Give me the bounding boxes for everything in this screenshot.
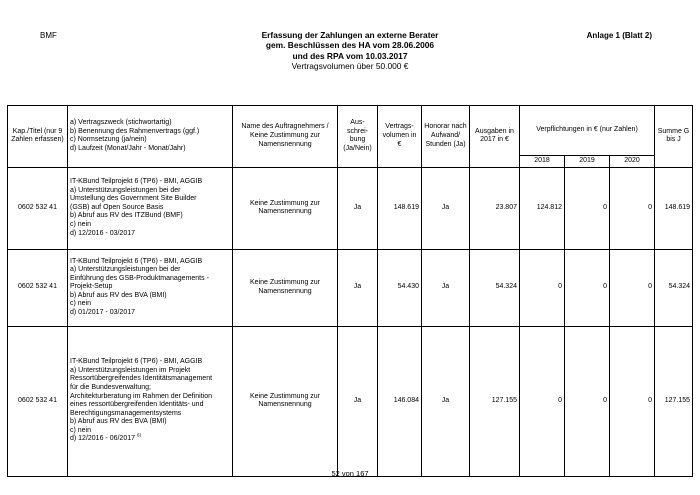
document-title bbox=[0, 30, 700, 72]
header-desc-a: a) Vertragszweck (stichwortartig) bbox=[70, 119, 172, 127]
desc-line: Ressortübergreifendes Identitätsmanagement bbox=[70, 375, 213, 383]
header-summe: Summe G bis J bbox=[655, 106, 693, 168]
cell-contractor-name: Keine Zustimmung zur Namensnennung bbox=[233, 249, 338, 326]
desc-line: b) Abruf aus RV des BVA (BMI) bbox=[70, 291, 167, 299]
header-year-2019: 2019 bbox=[565, 156, 610, 168]
cell-ausgaben-2017: 127.155 bbox=[470, 326, 520, 476]
desc-line: Architekturberatung im Rahmen der Definition bbox=[70, 392, 213, 400]
desc-line: IT-KBund Teilprojekt 6 (TP6) - BMI, AGGIB bbox=[70, 178, 203, 186]
header-ausgaben-2017: Ausgaben in 2017 in € bbox=[470, 106, 520, 168]
page-number: 52 von 167 bbox=[331, 469, 369, 478]
header-desc-d: d) Laufzeit (Monat/Jahr - Monat/Jahr) bbox=[70, 144, 186, 152]
desc-line: eines ressortübergreifenden Identitäts- und bbox=[70, 401, 204, 409]
ministry-label: BMF bbox=[40, 31, 57, 40]
cell-summe: 148.619 bbox=[655, 167, 693, 249]
desc-line: Berechtigungsmanagementsystems bbox=[70, 409, 182, 417]
desc-line: c) nein bbox=[70, 220, 92, 228]
cell-2019: 0 bbox=[565, 249, 610, 326]
desc-line bbox=[70, 435, 230, 444]
cell-vertragsvolumen: 54.430 bbox=[378, 249, 422, 326]
table-row bbox=[8, 249, 693, 326]
desc-line: a) Unterstützungsleistungen bei der bbox=[70, 186, 181, 194]
cell-ausgaben-2017: 23.807 bbox=[470, 167, 520, 249]
desc-line: a) Unterstützungsleistungen bei der bbox=[70, 266, 181, 274]
annex-label: Anlage 1 (Blatt 2) bbox=[586, 31, 652, 40]
desc-line: b) Abruf aus RV des BVA (BMI) bbox=[70, 418, 167, 426]
header-ausschreibung: Aus-schrei-bung (Ja/Nein) bbox=[338, 106, 378, 168]
cell-honorar: Ja bbox=[422, 167, 470, 249]
header-vertragsvolumen: Vertrags-volumen in € bbox=[378, 106, 422, 168]
cell-description bbox=[68, 249, 233, 326]
header-verpflichtungen: Verpflichtungen in € (nur Zahlen) bbox=[520, 106, 655, 156]
header-desc-c: c) Normsetzung (ja/nein) bbox=[70, 136, 147, 144]
desc-line: Projekt-Setup bbox=[70, 283, 113, 291]
cell-contractor-name: Keine Zustimmung zur Namensnennung bbox=[233, 326, 338, 476]
header-year-2018: 2018 bbox=[520, 156, 565, 168]
cell-honorar: Ja bbox=[422, 249, 470, 326]
cell-ausschreibung: Ja bbox=[338, 249, 378, 326]
cell-vertragsvolumen: 148.619 bbox=[378, 167, 422, 249]
cell-ausgaben-2017: 54.324 bbox=[470, 249, 520, 326]
cell-ausschreibung: Ja bbox=[338, 167, 378, 249]
header-kap-titel: Kap./Titel (nur 9 Zahlen erfassen) bbox=[8, 106, 68, 168]
cell-kap: 0602 532 41 bbox=[8, 326, 68, 476]
cell-summe: 54.324 bbox=[655, 249, 693, 326]
header-honorar: Honorar nach Aufwand/ Stunden (Ja) bbox=[422, 106, 470, 168]
desc-line: (GSB) auf Open Source Basis bbox=[70, 203, 164, 211]
header-desc-b: b) Benennung des Rahmenvertrags (ggf.) bbox=[70, 127, 200, 135]
footnote-marker: 6) bbox=[136, 433, 141, 439]
title-subtitle: Vertragsvolumen über 50.000 € bbox=[291, 61, 409, 72]
cell-vertragsvolumen: 146.084 bbox=[378, 326, 422, 476]
title-line-3: und des RPA vom 10.03.2017 bbox=[292, 50, 408, 61]
title-line-2: gem. Beschlüssen des HA vom 28.06.2006 bbox=[265, 40, 435, 51]
cell-2020: 0 bbox=[610, 167, 655, 249]
table-header bbox=[8, 106, 693, 168]
desc-line: a) Unterstützungsleistungen im Projekt bbox=[70, 366, 191, 374]
desc-line: IT-KBund Teilprojekt 6 (TP6) - BMI, AGGIB bbox=[70, 358, 203, 366]
header-year-2020: 2020 bbox=[610, 156, 655, 168]
cell-kap: 0602 532 41 bbox=[8, 249, 68, 326]
cell-description bbox=[68, 167, 233, 249]
desc-line: IT-KBund Teilprojekt 6 (TP6) - BMI, AGGIB bbox=[70, 257, 203, 265]
cell-2019: 0 bbox=[565, 167, 610, 249]
desc-line: Umstellung des Government Site Builder bbox=[70, 195, 197, 203]
table-row bbox=[8, 326, 693, 476]
table-row bbox=[8, 167, 693, 249]
cell-kap: 0602 532 41 bbox=[8, 167, 68, 249]
header-contractor-name: Name des Auftragnehmers / Keine Zustimmung zur Namensnennung bbox=[233, 106, 338, 168]
cell-2018: 0 bbox=[520, 249, 565, 326]
desc-line: d) 12/2016 - 03/2017 bbox=[70, 229, 135, 237]
desc-line: d) 01/2017 - 03/2017 bbox=[70, 309, 135, 317]
payments-table bbox=[7, 105, 693, 477]
cell-2018: 0 bbox=[520, 326, 565, 476]
cell-summe: 127.155 bbox=[655, 326, 693, 476]
desc-line: Einführung des GSB-Produktmanagements - bbox=[70, 274, 209, 282]
desc-line: b) Abruf aus RV des ITZBund (BMF) bbox=[70, 212, 183, 220]
title-line-1: Erfassung der Zahlungen an externe Berater bbox=[261, 30, 439, 40]
desc-line-text: d) 12/2016 - 06/2017 bbox=[70, 435, 135, 443]
cell-2020: 0 bbox=[610, 249, 655, 326]
desc-line: c) nein bbox=[70, 426, 92, 434]
desc-line: c) nein bbox=[70, 300, 92, 308]
desc-line: für die Bundesverwaltung; bbox=[70, 383, 151, 391]
cell-contractor-name: Keine Zustimmung zur Namensnennung bbox=[233, 167, 338, 249]
cell-2019: 0 bbox=[565, 326, 610, 476]
cell-2018: 124.812 bbox=[520, 167, 565, 249]
cell-ausschreibung: Ja bbox=[338, 326, 378, 476]
cell-description bbox=[68, 326, 233, 476]
cell-2020: 0 bbox=[610, 326, 655, 476]
header-description bbox=[68, 106, 233, 168]
cell-honorar: Ja bbox=[422, 326, 470, 476]
